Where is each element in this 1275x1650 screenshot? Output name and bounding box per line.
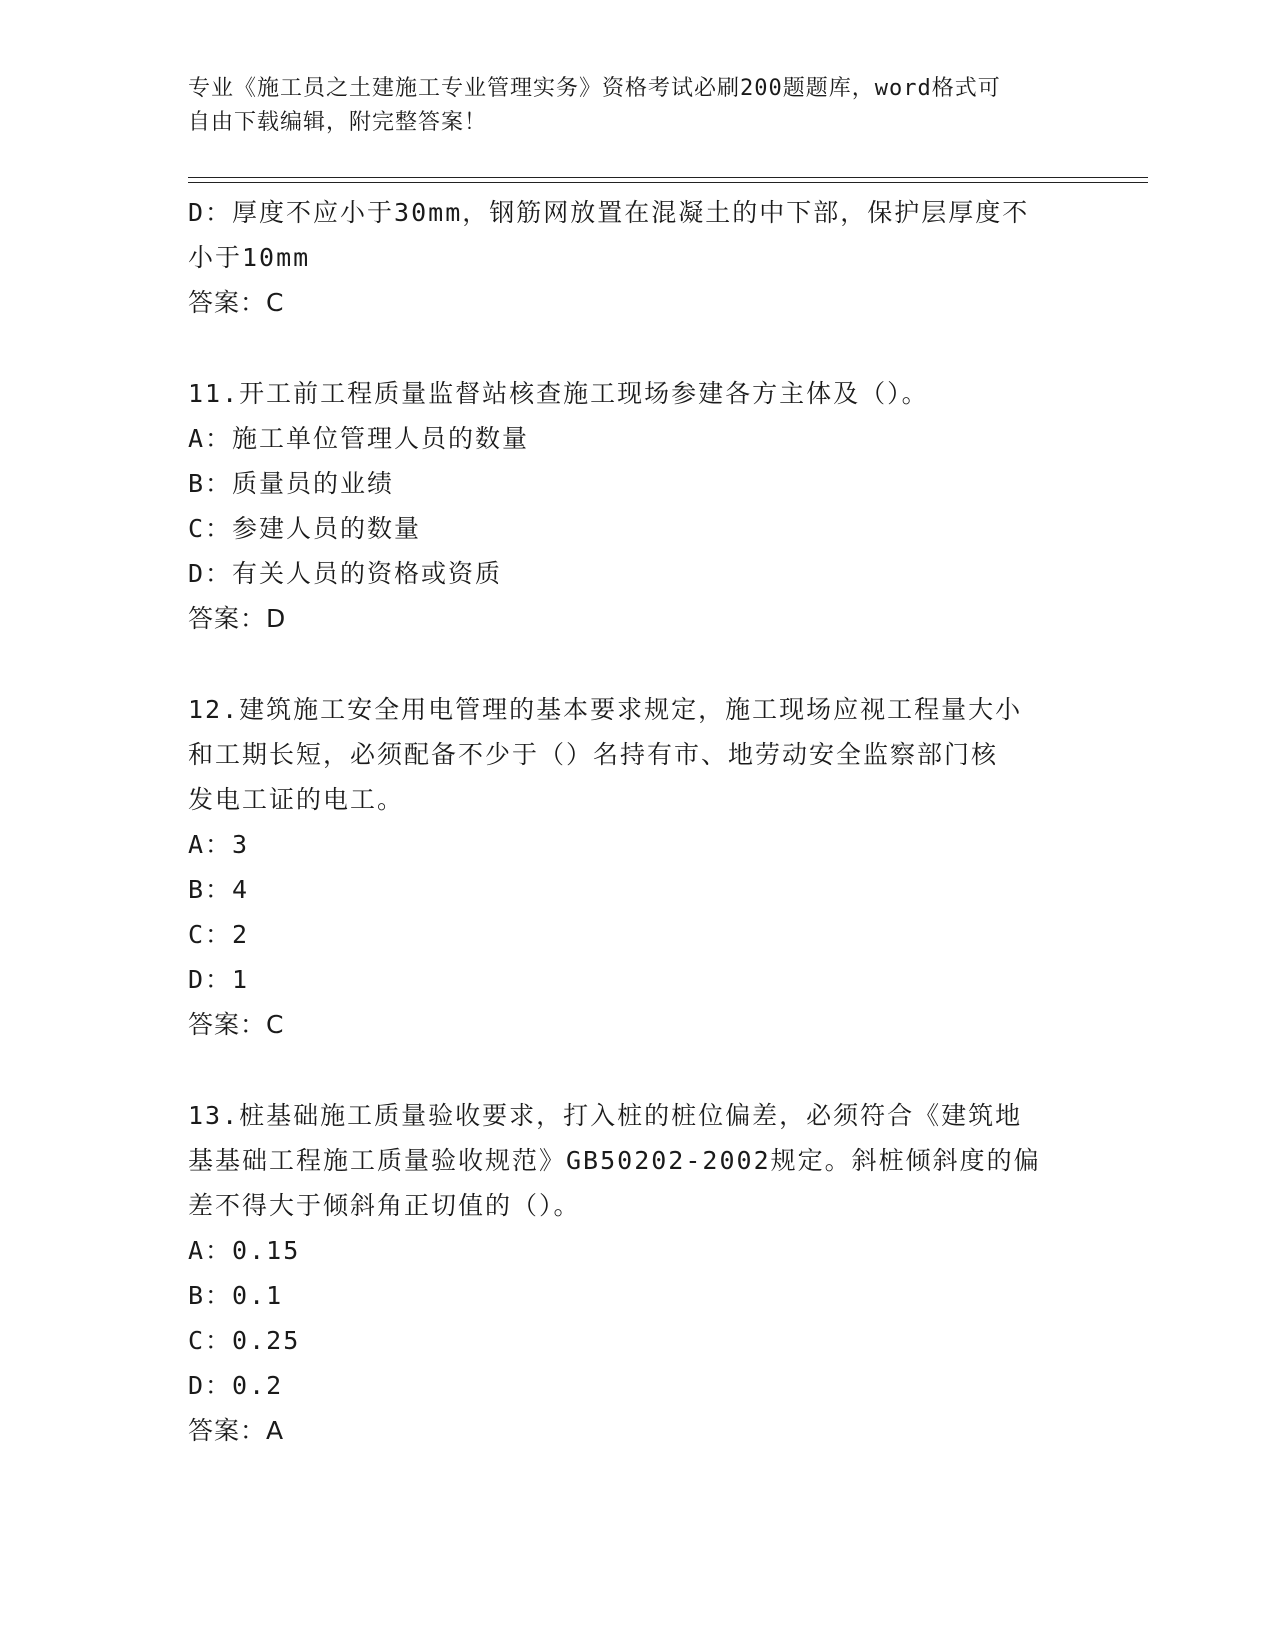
option-a: A：施工单位管理人员的数量 <box>188 424 530 453</box>
option-d: D：0.2 <box>188 1371 284 1400</box>
question-content <box>188 190 1088 1453</box>
option-d-line-2: 小于10mm <box>188 243 311 272</box>
header-line-1: 专业《施工员之土建施工专业管理实务》资格考试必刷200题题库，word格式可 <box>188 76 1001 101</box>
question-stem-line-2: 基基础工程施工质量验收规范》GB50202-2002规定。斜桩倾斜度的偏 <box>188 1146 1041 1175</box>
question-12 <box>188 687 1088 1047</box>
header-divider-bottom <box>188 182 1148 183</box>
question-stem-line-3: 差不得大于倾斜角正切值的（）。 <box>188 1191 581 1220</box>
option-b: B：4 <box>188 875 250 904</box>
question-stem-line-2: 和工期长短，必须配备不少于（）名持有市、地劳动安全监察部门核 <box>188 740 999 769</box>
option-c: C：2 <box>188 920 250 949</box>
option-b: B：质量员的业绩 <box>188 469 395 498</box>
question-stem-line-1: 12.建筑施工安全用电管理的基本要求规定，施工现场应视工程量大小 <box>188 695 1023 724</box>
option-a: A：3 <box>188 830 250 859</box>
spacer <box>188 1047 1088 1093</box>
option-a: A：0.15 <box>188 1236 301 1265</box>
option-c: C：0.25 <box>188 1326 301 1355</box>
question-11 <box>188 371 1088 641</box>
question-stem-line-1: 13.桩基础施工质量验收要求，打入桩的桩位偏差，必须符合《建筑地 <box>188 1101 1023 1130</box>
question-stem-line-3: 发电工证的电工。 <box>188 785 405 814</box>
spacer <box>188 641 1088 687</box>
question-13 <box>188 1093 1088 1453</box>
spacer <box>188 325 1088 371</box>
question-stem: 11.开工前工程质量监督站核查施工现场参建各方主体及（）。 <box>188 379 929 408</box>
answer-line: 答案：C <box>188 1010 285 1039</box>
option-d: D：1 <box>188 965 250 994</box>
answer-line: 答案：C <box>188 288 285 317</box>
document-header <box>188 72 1088 140</box>
answer-line: 答案：D <box>188 604 287 633</box>
option-b: B：0.1 <box>188 1281 284 1310</box>
header-divider-top <box>188 177 1148 178</box>
header-line-2: 自由下载编辑，附完整答案！ <box>188 110 488 135</box>
option-d: D：有关人员的资格或资质 <box>188 559 503 588</box>
option-d-line-1: D：厚度不应小于30mm，钢筋网放置在混凝土的中下部，保护层厚度不 <box>188 198 1030 227</box>
answer-line: 答案：A <box>188 1416 285 1445</box>
previous-question-tail <box>188 190 1088 325</box>
option-c: C：参建人员的数量 <box>188 514 422 543</box>
